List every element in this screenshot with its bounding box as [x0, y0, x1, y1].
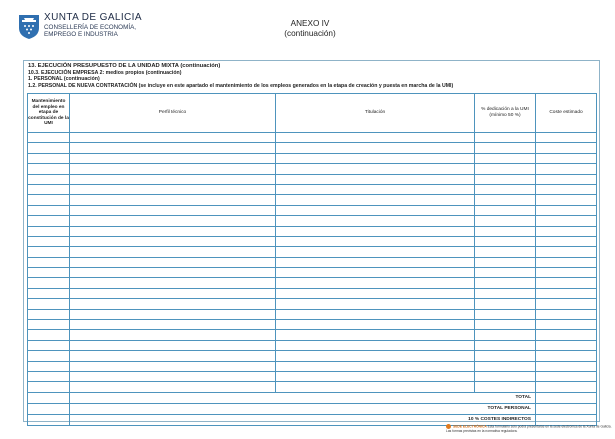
table-row [28, 371, 597, 381]
cell-perfil[interactable] [70, 309, 276, 319]
form-frame [23, 60, 600, 422]
cell-coste[interactable] [536, 205, 597, 215]
organization-block [44, 12, 142, 39]
cell-titulacion[interactable] [276, 288, 475, 298]
cell-mantenimiento[interactable] [28, 330, 70, 340]
section-title: 13. EJECUCIÓN PRESUPUESTO DE LA UNIDAD MIXTA (continuación) [28, 63, 221, 69]
col-mantenimiento: Mantenimiento del empleo en etapa de constitución de la UMI [28, 94, 70, 133]
cell-titulacion[interactable] [276, 226, 475, 236]
cell-titulacion[interactable] [276, 205, 475, 215]
total-value-cell[interactable] [536, 392, 597, 403]
footer-note [446, 424, 612, 433]
col-dedicacion-label: % dedicación a la UMI [481, 107, 529, 113]
cell-mantenimiento[interactable] [28, 320, 70, 330]
table-row [28, 153, 597, 163]
annex-heading [235, 19, 385, 38]
cell-perfil[interactable] [70, 361, 276, 371]
form-info [28, 63, 453, 89]
cell-coste[interactable] [536, 299, 597, 309]
cell-coste[interactable] [536, 309, 597, 319]
cell-mantenimiento[interactable] [28, 351, 70, 361]
footer-text: Esta formulario solo podrá presentarse en la sede electrónica de la Xunta de Galicia. Las formas previstas en la normativa reguladora. [446, 424, 612, 433]
cell-titulacion[interactable] [276, 382, 475, 392]
cell-coste[interactable] [536, 278, 597, 288]
table-row [28, 216, 597, 226]
cell-coste[interactable] [536, 351, 597, 361]
cell-perfil[interactable] [70, 299, 276, 309]
table-row [28, 257, 597, 267]
cell-dedicacion[interactable] [475, 330, 536, 340]
cell-coste[interactable] [536, 195, 597, 205]
cell-dedicacion[interactable] [475, 268, 536, 278]
cell-dedicacion[interactable] [475, 247, 536, 257]
cell-perfil[interactable] [70, 320, 276, 330]
cell-dedicacion[interactable] [475, 153, 536, 163]
cell-dedicacion[interactable] [475, 382, 536, 392]
cell-perfil[interactable] [70, 216, 276, 226]
cell-dedicacion[interactable] [475, 133, 536, 143]
cell-perfil[interactable] [70, 268, 276, 278]
table-row [28, 309, 597, 319]
cell-titulacion[interactable] [276, 195, 475, 205]
cell-coste[interactable] [536, 257, 597, 267]
cell-mantenimiento[interactable] [28, 184, 70, 194]
col-titulacion: Titulación [276, 94, 475, 133]
cell-titulacion[interactable] [276, 216, 475, 226]
table-row [28, 382, 597, 392]
cell-dedicacion[interactable] [475, 371, 536, 381]
cell-dedicacion[interactable] [475, 288, 536, 298]
table-row [28, 195, 597, 205]
cell-mantenimiento[interactable] [28, 143, 70, 153]
org-line-1: CONSELLERÍA DE ECONOMÍA, [44, 24, 137, 31]
total-label: TOTAL [70, 392, 536, 403]
table-row [28, 174, 597, 184]
sede-label: SEDE ELECTRÓNICA [453, 424, 487, 429]
cell-dedicacion[interactable] [475, 299, 536, 309]
cell-mantenimiento[interactable] [28, 236, 70, 246]
cell-perfil[interactable] [70, 153, 276, 163]
cell-titulacion[interactable] [276, 268, 475, 278]
cell-dedicacion[interactable] [475, 195, 536, 205]
cell-dedicacion[interactable] [475, 143, 536, 153]
org-line-2: EMPREGO E INDUSTRIA [44, 31, 118, 39]
cell-perfil[interactable] [70, 247, 276, 257]
total-personal-value-cell[interactable] [536, 403, 597, 414]
cell-coste[interactable] [536, 133, 597, 143]
cell-mantenimiento[interactable] [28, 247, 70, 257]
cell-dedicacion[interactable] [475, 216, 536, 226]
cell-coste[interactable] [536, 361, 597, 371]
cell-dedicacion[interactable] [475, 174, 536, 184]
cell-titulacion[interactable] [276, 143, 475, 153]
cell-mantenimiento[interactable] [28, 153, 70, 163]
cell-perfil[interactable] [70, 351, 276, 361]
table-row [28, 268, 597, 278]
table-row [28, 278, 597, 288]
table-row [28, 164, 597, 174]
cell-titulacion[interactable] [276, 278, 475, 288]
cell-perfil[interactable] [70, 371, 276, 381]
cell-coste[interactable] [536, 247, 597, 257]
table-row [28, 351, 597, 361]
cell-mantenimiento[interactable] [28, 216, 70, 226]
cell-perfil[interactable] [70, 133, 276, 143]
cell-coste[interactable] [536, 184, 597, 194]
cell-mantenimiento[interactable] [28, 174, 70, 184]
cell-perfil[interactable] [70, 278, 276, 288]
cell-coste[interactable] [536, 288, 597, 298]
cell-perfil[interactable] [70, 236, 276, 246]
total-row [28, 392, 597, 403]
cell-mantenimiento[interactable] [28, 361, 70, 371]
cell-coste[interactable] [536, 143, 597, 153]
cell-perfil[interactable] [70, 205, 276, 215]
cell-titulacion[interactable] [276, 164, 475, 174]
subsection-personal: 1. PERSONAL (continuación) [28, 76, 100, 83]
table-row [28, 236, 597, 246]
cell-dedicacion[interactable] [475, 309, 536, 319]
total-personal-label: TOTAL PERSONAL [70, 403, 536, 414]
cell-mantenimiento[interactable] [28, 164, 70, 174]
cell-mantenimiento[interactable] [28, 299, 70, 309]
table-header-row [28, 94, 597, 133]
cell-mantenimiento[interactable] [28, 278, 70, 288]
cell-dedicacion[interactable] [475, 236, 536, 246]
cell-coste[interactable] [536, 320, 597, 330]
cell-perfil[interactable] [70, 257, 276, 267]
cell-coste[interactable] [536, 236, 597, 246]
table-row [28, 184, 597, 194]
col-dedicacion-sublabel: (mínimo 50 %) [489, 113, 521, 118]
table-row [28, 340, 597, 350]
cell-titulacion[interactable] [276, 340, 475, 350]
cell-perfil[interactable] [70, 143, 276, 153]
cell-perfil[interactable] [70, 174, 276, 184]
cell-mantenimiento[interactable] [28, 195, 70, 205]
cell-coste[interactable] [536, 330, 597, 340]
subsection-empresa: 10.3. EJECUCIÓN EMPRESA 2: medios propios (continuación) [28, 69, 182, 76]
cell-perfil[interactable] [70, 288, 276, 298]
table-row [28, 320, 597, 330]
cell-titulacion[interactable] [276, 330, 475, 340]
subsection-nueva-contratacion: 1.2. PERSONAL DE NUEVA CONTRATACIÓN (se incluye en este apartado el mantenimiento de los empleos generados en la etapa de creación y puesta en marcha de la UMI) [28, 82, 454, 89]
cell-coste[interactable] [536, 174, 597, 184]
brand-name: XUNTA DE GALICIA [44, 12, 142, 23]
cell-coste[interactable] [536, 382, 597, 392]
table-row [28, 361, 597, 371]
cell-dedicacion[interactable] [475, 340, 536, 350]
cell-titulacion[interactable] [276, 133, 475, 143]
annex-subtitle: (continuación) [284, 28, 336, 38]
cell-titulacion[interactable] [276, 351, 475, 361]
table-row [28, 205, 597, 215]
cell-mantenimiento[interactable] [28, 382, 70, 392]
table-row [28, 299, 597, 309]
cell-coste[interactable] [536, 371, 597, 381]
cell-mantenimiento[interactable] [28, 371, 70, 381]
cell-mantenimiento[interactable] [28, 205, 70, 215]
col-perfil-tecnico: Perfil técnico [70, 94, 276, 133]
cell-mantenimiento[interactable] [28, 288, 70, 298]
cell-perfil[interactable] [70, 330, 276, 340]
cell-mantenimiento[interactable] [28, 257, 70, 267]
cell-mantenimiento[interactable] [28, 309, 70, 319]
cell-dedicacion[interactable] [475, 184, 536, 194]
cell-coste[interactable] [536, 226, 597, 236]
table-row [28, 226, 597, 236]
cell-titulacion[interactable] [276, 309, 475, 319]
cell-coste[interactable] [536, 268, 597, 278]
cell-dedicacion[interactable] [475, 257, 536, 267]
cell-dedicacion[interactable] [475, 361, 536, 371]
cell-dedicacion[interactable] [475, 226, 536, 236]
cell-titulacion[interactable] [276, 236, 475, 246]
cell-mantenimiento[interactable] [28, 268, 70, 278]
cell-mantenimiento[interactable] [28, 226, 70, 236]
cell-titulacion[interactable] [276, 184, 475, 194]
cell-coste[interactable] [536, 340, 597, 350]
cell-titulacion[interactable] [276, 257, 475, 267]
col-coste-estimado: Coste estimado [536, 94, 597, 133]
cell-dedicacion[interactable] [475, 205, 536, 215]
cell-titulacion[interactable] [276, 320, 475, 330]
cell-titulacion[interactable] [276, 174, 475, 184]
cell-perfil[interactable] [70, 184, 276, 194]
cell-mantenimiento[interactable] [28, 133, 70, 143]
table-row [28, 133, 597, 143]
cell-perfil[interactable] [70, 164, 276, 174]
cell-dedicacion[interactable] [475, 351, 536, 361]
table-row [28, 247, 597, 257]
cell-dedicacion[interactable] [475, 164, 536, 174]
cell-titulacion[interactable] [276, 247, 475, 257]
cell-dedicacion[interactable] [475, 278, 536, 288]
cell-titulacion[interactable] [276, 299, 475, 309]
cell-dedicacion[interactable] [475, 320, 536, 330]
cell-titulacion[interactable] [276, 371, 475, 381]
cell-perfil[interactable] [70, 340, 276, 350]
table-row [28, 330, 597, 340]
total-personal-row [28, 403, 597, 414]
table-row [28, 143, 597, 153]
cell-perfil[interactable] [70, 226, 276, 236]
cell-titulacion[interactable] [276, 361, 475, 371]
table-row [28, 288, 597, 298]
cell-coste[interactable] [536, 153, 597, 163]
cell-perfil[interactable] [70, 382, 276, 392]
annex-title: ANEXO IV [290, 19, 330, 28]
xunta-logo-icon [18, 14, 40, 40]
cell-mantenimiento[interactable] [28, 340, 70, 350]
cell-coste[interactable] [536, 216, 597, 226]
col-dedicacion [475, 94, 536, 133]
cell-coste[interactable] [536, 164, 597, 174]
cell-titulacion[interactable] [276, 153, 475, 163]
costes-indirectos-label: 10 % COSTES INDIRECTOS [70, 414, 536, 425]
cell-perfil[interactable] [70, 195, 276, 205]
